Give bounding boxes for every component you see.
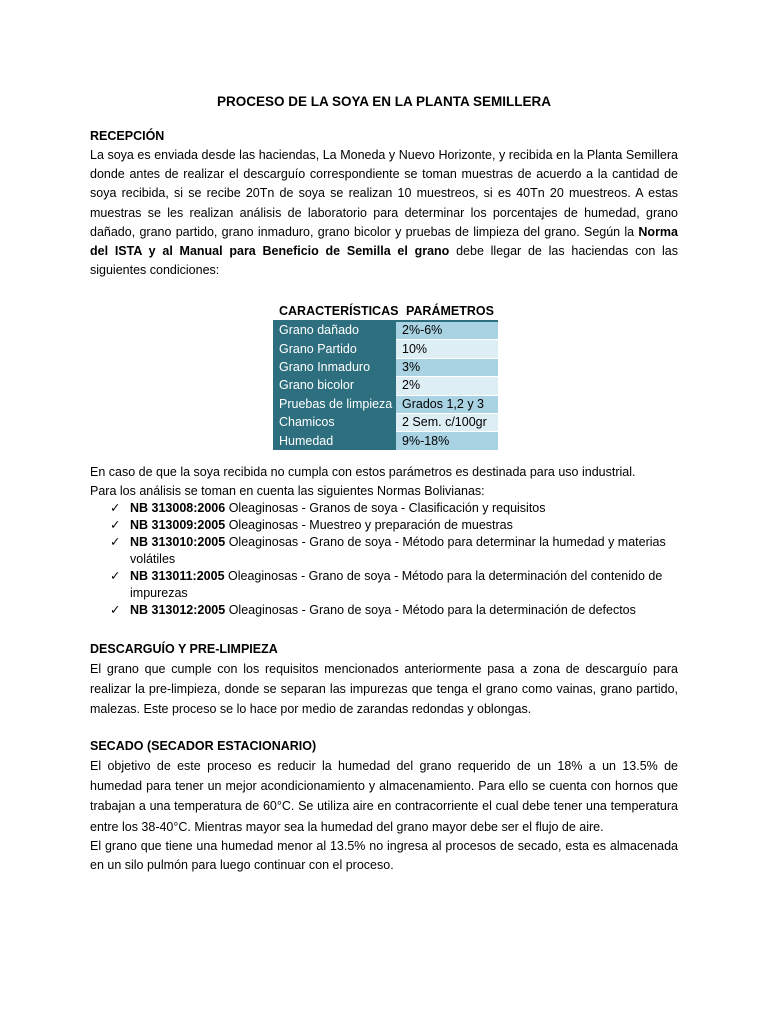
table-cell-characteristic: Pruebas de limpieza — [273, 395, 396, 413]
norma-code: NB 313008:2006 — [130, 501, 226, 515]
table-row — [273, 358, 498, 376]
norma-description: Oleaginosas - Grano de soya - Método para la determinación de defectos — [225, 603, 636, 617]
table-row — [273, 432, 498, 450]
norma-description: Oleaginosas - Granos de soya - Clasificación y requisitos — [225, 501, 546, 515]
norma-code: NB 313010:2005 — [130, 535, 226, 549]
norma-description: Oleaginosas - Grano de soya - Método para la determinación del contenido de impurezas — [130, 569, 663, 600]
table-cell-parameter: 2 Sem. c/100gr — [396, 413, 498, 431]
table-cell-parameter: 2%-6% — [396, 321, 498, 340]
table-cell-characteristic: Grano Inmaduro — [273, 358, 396, 376]
secado-heading: SECADO (SECADOR ESTACIONARIO) — [90, 739, 317, 753]
table-header — [273, 302, 498, 320]
parameters-table — [273, 302, 498, 451]
checkmark-icon: ✓ — [110, 501, 121, 515]
descarguio-paragraph: El grano que cumple con los requisitos mencionados anteriormente pasa a zona de descarguío para realizar la pre-limpieza, donde se separan las impurezas que tenga el grano como vainas, grano partido, malezas. Este proceso se lo hace por medio de zarandas redondas y oblongas. — [90, 662, 678, 716]
checkmark-icon: ✓ — [110, 535, 121, 549]
norma-description: Oleaginosas - Muestreo y preparación de muestras — [225, 518, 513, 532]
checkmark-icon: ✓ — [110, 603, 121, 617]
norma-description: Oleaginosas - Grano de soya - Método para determinar la humedad y materias volátiles — [130, 535, 666, 566]
recepcion-text-a: La soya es enviada desde las haciendas, La Moneda y Nuevo Horizonte, y recibida en la Planta Semillera donde antes de realizar el descarguío correspondiente se toman muestras de acuerdo a la cantidad de soya recibida, si se recibe 20Tn de soya se realizan 10 muestreos, si es 40Tn 20 muestreos. A estas muestras se les realizan análisis de laboratorio para determinar los porcentajes de humedad, grano dañado, grano partido, grano inmaduro, grano bicolor y pruebas de limpieza del grano. Según la — [90, 148, 678, 239]
secado-paragraph-1: El objetivo de este proceso es reducir la humedad del grano requerido de un 18% a un 13.5% de humedad para tener un mejor acondicionamiento y almacenamiento. Para ello se cuenta con hornos que trabajan a una temperatura de 60°C. Se utiliza aire en contracorriente el cual debe tener una temperatura entre los 38-40°C. Mientras mayor sea la humedad del grano mayor debe ser el flujo de aire. — [90, 759, 678, 834]
section-secado — [90, 737, 678, 876]
after-table-line-2: Para los análisis se toman en cuenta las siguientes Normas Bolivianas: — [90, 484, 485, 498]
list-item — [90, 568, 678, 602]
table-cell-parameter: 9%-18% — [396, 432, 498, 450]
table-row — [273, 413, 498, 431]
table-header-caracteristicas: CARACTERÍSTICAS — [279, 304, 399, 318]
list-item — [90, 534, 678, 568]
table-row — [273, 321, 498, 340]
table-cell-characteristic: Grano Partido — [273, 340, 396, 358]
checkmark-icon: ✓ — [110, 518, 121, 532]
section-descarguio — [90, 640, 678, 719]
page-title: PROCESO DE LA SOYA EN LA PLANTA SEMILLERA — [216, 94, 552, 109]
table-row — [273, 395, 498, 413]
norma-code: NB 313009:2005 — [130, 518, 226, 532]
list-item — [90, 500, 678, 517]
table-cell-parameter: 3% — [396, 358, 498, 376]
after-table-line-1: En caso de que la soya recibida no cumpla con estos parámetros es destinada para uso industrial. — [90, 465, 636, 479]
norma-code: NB 313012:2005 — [130, 603, 226, 617]
recepcion-paragraph — [90, 146, 678, 280]
table-cell-parameter: 2% — [396, 377, 498, 395]
recepcion-text-bold: Norma del ISTA y al Manual para Beneficio de Semilla el grano — [90, 224, 678, 259]
table-cell-characteristic: Grano dañado — [273, 321, 396, 340]
table-cell-parameter: Grados 1,2 y 3 — [396, 395, 498, 413]
checkmark-icon: ✓ — [110, 569, 121, 583]
recepcion-text-b: debe llegar de las haciendas con las siguientes condiciones: — [90, 244, 679, 278]
list-item — [90, 602, 678, 619]
table-cell-characteristic: Grano bicolor — [273, 377, 396, 395]
section-normas — [90, 463, 678, 619]
table-header-parametros: PARÁMETROS — [406, 304, 494, 318]
table-cell-parameter: 10% — [396, 340, 498, 358]
recepcion-heading: RECEPCIÓN — [90, 129, 165, 143]
table-row — [273, 340, 498, 358]
table-cell-characteristic: Chamicos — [273, 413, 396, 431]
list-item — [90, 517, 678, 534]
table-body — [273, 320, 498, 451]
table-cell-characteristic: Humedad — [273, 432, 396, 450]
normas-list — [90, 500, 678, 619]
norma-code: NB 313011:2005 — [130, 569, 225, 583]
descarguio-heading: DESCARGUÍO Y PRE-LIMPIEZA — [90, 642, 278, 656]
section-recepcion — [90, 127, 678, 280]
secado-paragraph-2: El grano que tiene una humedad menor al 13.5% no ingresa al procesos de secado, esta es almacenada en un silo pulmón para luego continuar con el proceso. — [90, 838, 678, 873]
table-row — [273, 377, 498, 395]
